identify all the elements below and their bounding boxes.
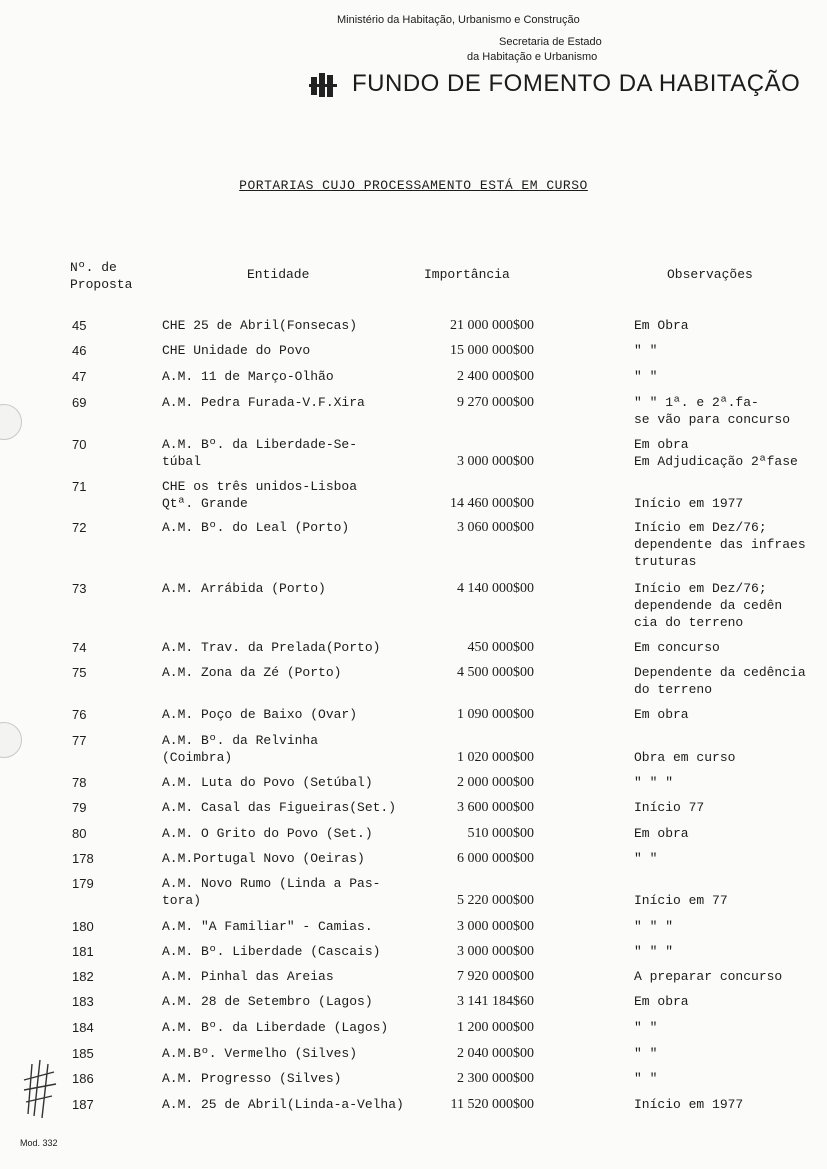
observations-cell: Em Obra <box>634 318 689 333</box>
amount-cell: 3 000 000$00 <box>457 919 534 934</box>
amount-cell: 3 000 000$00 <box>457 944 534 959</box>
entity-cell: CHE Unidade do Povo <box>162 343 311 358</box>
proposal-number: 74 <box>72 640 87 655</box>
observations-cell: " " <box>634 1071 658 1086</box>
entity-cell: A.M. Trav. da Prelada(Porto) <box>162 640 381 655</box>
entity-cell: A.M. 25 de Abril(Linda-a-Velha) <box>162 1097 404 1112</box>
entity-cell: CHE 25 de Abril(Fonsecas) <box>162 318 358 333</box>
proposal-number: 73 <box>72 581 87 596</box>
amount-cell: 2 040 000$00 <box>457 1046 534 1061</box>
proposal-number: 46 <box>72 343 87 358</box>
observations-cell: Dependente da cedência do terreno <box>634 665 806 697</box>
amount-cell: 1 200 000$00 <box>457 1020 534 1035</box>
proposal-number: 178 <box>72 851 94 866</box>
entity-cell: A.M.Bº. Vermelho (Silves) <box>162 1046 358 1061</box>
amount-cell: 4 500 000$00 <box>457 665 534 680</box>
observations-cell: " " <box>634 343 658 358</box>
observations-cell: " " " <box>634 944 674 959</box>
observations-cell: " " " <box>634 919 674 934</box>
secretary-line-1: Secretaria de Estado <box>499 36 602 48</box>
entity-cell: A.M. Poço de Baixo (Ovar) <box>162 707 358 722</box>
entity-cell: A.M. Bº. da Relvinha (Coimbra) <box>162 733 319 765</box>
amount-cell: 5 220 000$00 <box>457 893 534 908</box>
amount-cell: 3 000 000$00 <box>457 454 534 469</box>
observations-cell: " " <box>634 1046 658 1061</box>
entity-cell: A.M. Pinhal das Areias <box>162 969 334 984</box>
observations-cell: " " <box>634 1020 658 1035</box>
observations-cell: Início em Dez/76; dependente das infraes truturas <box>634 520 806 569</box>
observations-cell: Início em 77 <box>634 893 728 908</box>
amount-cell: 1 090 000$00 <box>457 707 534 722</box>
observations-cell: Em obra Em Adjudicação 2ªfase <box>634 437 798 469</box>
secretary-line-2: da Habitação e Urbanismo <box>467 51 598 63</box>
amount-cell: 2 000 000$00 <box>457 775 534 790</box>
observations-cell: Em obra <box>634 994 689 1009</box>
column-header-amount: Importância <box>424 267 510 282</box>
document-title: PORTARIAS CUJO PROCESSAMENTO ESTÁ EM CURSO <box>239 178 588 193</box>
observations-cell: Em obra <box>634 707 689 722</box>
proposal-number: 184 <box>72 1020 94 1035</box>
entity-cell: A.M. Novo Rumo (Linda a Pas- tora) <box>162 876 381 908</box>
entity-cell: A.M. "A Familiar" - Camias. <box>162 919 373 934</box>
entity-cell: A.M. Bº. da Liberdade (Lagos) <box>162 1020 389 1035</box>
observations-cell: Em concurso <box>634 640 720 655</box>
proposal-number: 45 <box>72 318 87 333</box>
entity-cell: A.M. Bº. da Liberdade-Se- túbal <box>162 437 358 469</box>
column-header-number: Nº. de Proposta <box>70 260 133 292</box>
observations-cell: " " <box>634 369 658 384</box>
observations-cell: " " 1ª. e 2ª.fa- se vão para concurso <box>634 395 791 427</box>
entity-cell: A.M. 11 de Março-Olhão <box>162 369 334 384</box>
form-model-number: Mod. 332 <box>20 1138 58 1148</box>
fund-logo-icon <box>309 71 339 99</box>
proposal-number: 187 <box>72 1097 94 1112</box>
proposal-number: 75 <box>72 665 87 680</box>
binder-hole <box>0 722 22 758</box>
entity-cell: A.M. O Grito do Povo (Set.) <box>162 826 373 841</box>
amount-cell: 11 520 000$00 <box>450 1097 534 1112</box>
amount-cell: 14 460 000$00 <box>450 496 534 511</box>
entity-cell: A.M. Bº. do Leal (Porto) <box>162 520 350 535</box>
entity-cell: A.M. Bº. Liberdade (Cascais) <box>162 944 381 959</box>
entity-cell: CHE os três unidos-Lisboa Qtª. Grande <box>162 479 358 511</box>
observations-cell: Início em 1977 <box>634 1097 744 1112</box>
column-header-observations: Observações <box>667 267 753 282</box>
amount-cell: 4 140 000$00 <box>457 581 534 596</box>
amount-cell: 2 300 000$00 <box>457 1071 534 1086</box>
proposal-number: 183 <box>72 994 94 1009</box>
proposal-number: 79 <box>72 800 87 815</box>
proposal-number: 180 <box>72 919 94 934</box>
observations-cell: Início em Dez/76; dependende da cedên cia do terreno <box>634 581 783 630</box>
amount-cell: 21 000 000$00 <box>450 318 534 333</box>
entity-cell: A.M. Progresso (Silves) <box>162 1071 342 1086</box>
amount-cell: 3 141 184$60 <box>457 994 534 1009</box>
entity-cell: A.M. Arrábida (Porto) <box>162 581 326 596</box>
observations-cell: " " <box>634 851 658 866</box>
entity-cell: A.M. Luta do Povo (Setúbal) <box>162 775 373 790</box>
proposal-number: 182 <box>72 969 94 984</box>
amount-cell: 7 920 000$00 <box>457 969 534 984</box>
observations-cell: Obra em curso <box>634 750 736 765</box>
observations-cell: " " " <box>634 775 674 790</box>
observations-cell: Início em 1977 <box>634 496 744 511</box>
amount-cell: 15 000 000$00 <box>450 343 534 358</box>
observations-cell: Em obra <box>634 826 689 841</box>
proposal-number: 185 <box>72 1046 94 1061</box>
proposal-number: 179 <box>72 876 94 891</box>
proposal-number: 77 <box>72 733 87 748</box>
observations-cell: A preparar concurso <box>634 969 783 984</box>
amount-cell: 3 600 000$00 <box>457 800 534 815</box>
entity-cell: A.M. 28 de Setembro (Lagos) <box>162 994 373 1009</box>
proposal-number: 69 <box>72 395 87 410</box>
proposal-number: 78 <box>72 775 87 790</box>
amount-cell: 9 270 000$00 <box>457 395 534 410</box>
amount-cell: 510 000$00 <box>467 826 534 841</box>
proposal-number: 47 <box>72 369 87 384</box>
ministry-name: Ministério da Habitação, Urbanismo e Construção <box>337 14 580 26</box>
column-header-entity: Entidade <box>247 267 310 282</box>
proposal-number: 70 <box>72 437 87 452</box>
proposal-number: 72 <box>72 520 87 535</box>
proposal-number: 80 <box>72 826 87 841</box>
proposal-number: 181 <box>72 944 94 959</box>
entity-cell: A.M. Pedra Furada-V.F.Xira <box>162 395 365 410</box>
amount-cell: 1 020 000$00 <box>457 750 534 765</box>
fund-name: FUNDO DE FOMENTO DA HABITAÇÃO <box>352 70 801 97</box>
observations-cell: Início 77 <box>634 800 705 815</box>
amount-cell: 6 000 000$00 <box>457 851 534 866</box>
handwritten-mark-icon <box>22 1058 58 1120</box>
proposal-number: 76 <box>72 707 87 722</box>
amount-cell: 450 000$00 <box>467 640 534 655</box>
amount-cell: 2 400 000$00 <box>457 369 534 384</box>
proposal-number: 186 <box>72 1071 94 1086</box>
proposal-number: 71 <box>72 479 87 494</box>
entity-cell: A.M. Zona da Zé (Porto) <box>162 665 342 680</box>
amount-cell: 3 060 000$00 <box>457 520 534 535</box>
entity-cell: A.M.Portugal Novo (Oeiras) <box>162 851 365 866</box>
binder-hole <box>0 404 22 440</box>
entity-cell: A.M. Casal das Figueiras(Set.) <box>162 800 397 815</box>
